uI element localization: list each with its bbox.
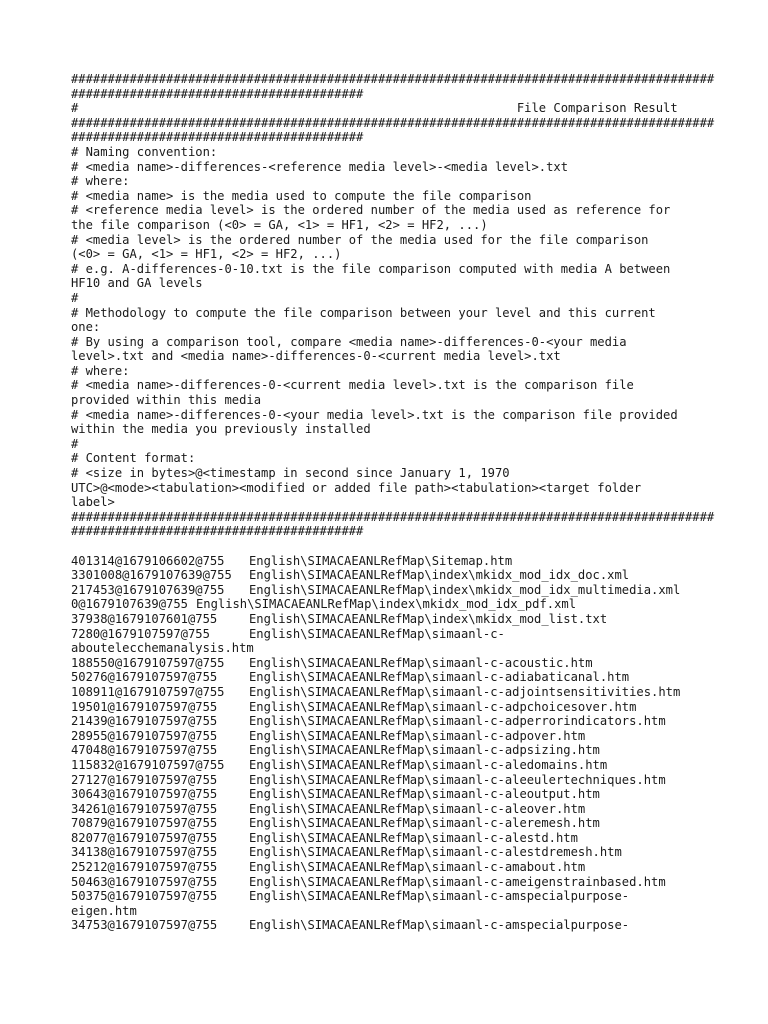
entry-file-path: English\SIMACAEANLRefMap\simaanl-c-acoustic.htm: [249, 655, 593, 670]
entry-file-path: English\SIMACAEANLRefMap\simaanl-c-ameigenstrainbased.htm: [249, 874, 666, 889]
entry-file-path: English\SIMACAEANLRefMap\simaanl-c-adpsizing.htm: [249, 743, 600, 758]
entry-size-timestamp: 34753@1679107597@755: [71, 918, 218, 933]
header-line: within the media you previously installed: [71, 422, 371, 437]
entry-size-timestamp: 25212@1679107597@755: [71, 860, 218, 875]
entry-file-path: English\SIMACAEANLRefMap\simaanl-c-aleover.htm: [249, 801, 586, 816]
entry-size-timestamp: 70879@1679107597@755: [71, 816, 218, 831]
entry-file-path: English\SIMACAEANLRefMap\simaanl-c-aleremesh.htm: [249, 816, 600, 831]
entry-file-path: English\SIMACAEANLRefMap\index\mkidx_mod_list.txt: [249, 611, 608, 626]
header-line: # Methodology to compute the file comparison between your level and this current: [71, 305, 656, 320]
file-entry-row: [71, 568, 711, 583]
header-line: ########################################################################################: [71, 509, 715, 524]
header-line: ########################################: [71, 86, 364, 101]
entry-size-timestamp: 30643@1679107597@755: [71, 787, 218, 802]
entry-size-timestamp: 188550@1679107597@755: [71, 655, 225, 670]
header-line: #: [71, 290, 79, 305]
header-line: ########################################################################################: [71, 72, 715, 86]
entry-file-path: English\SIMACAEANLRefMap\simaanl-c-amspecialpurpose-: [249, 889, 630, 904]
header-line: # <media name>-differences-0-<current media level>.txt is the comparison file: [71, 378, 634, 393]
entry-file-path: English\SIMACAEANLRefMap\simaanl-c-aledomains.htm: [249, 757, 608, 772]
entry-path-continuation: eigen.htm: [71, 903, 137, 918]
entry-file-path: English\SIMACAEANLRefMap\simaanl-c-adjointsensitivities.htm: [249, 684, 681, 699]
entry-size-timestamp: 82077@1679107597@755: [71, 830, 218, 845]
header-line: # By using a comparison tool, compare <media name>-differences-0-<your media: [71, 334, 627, 349]
file-entry-row: [71, 773, 711, 788]
file-entry-row: [71, 860, 711, 875]
file-entry-row: [71, 787, 711, 802]
entry-size-timestamp: 50463@1679107597@755: [71, 874, 218, 889]
entry-size-timestamp: 37938@1679107601@755: [71, 611, 218, 626]
entry-size-timestamp: 21439@1679107597@755: [71, 714, 218, 729]
header-line: # where:: [71, 174, 130, 189]
header-line: the file comparison (<0> = GA, <1> = HF1, <2> = HF2, ...): [71, 217, 488, 232]
header-line: # <size in bytes>@<timestamp in second since January 1, 1970: [71, 466, 510, 481]
entry-file-path: English\SIMACAEANLRefMap\Sitemap.htm: [249, 553, 513, 568]
entry-size-timestamp: 3301008@1679107639@755: [71, 568, 232, 583]
entry-file-path: English\SIMACAEANLRefMap\simaanl-c-adiabaticanal.htm: [249, 670, 630, 685]
file-entry-row: [71, 554, 711, 569]
entry-size-timestamp: 34138@1679107597@755: [71, 845, 218, 860]
file-entry-row: [71, 875, 711, 890]
header-line: ########################################: [71, 524, 364, 539]
entry-file-path: English\SIMACAEANLRefMap\simaanl-c-aleoutput.htm: [249, 787, 600, 802]
entry-size-timestamp: 27127@1679107597@755: [71, 772, 218, 787]
header-line: UTC>@<mode><tabulation><modified or added file path><tabulation><target folder: [71, 480, 642, 495]
entry-size-timestamp: 47048@1679107597@755: [71, 743, 218, 758]
file-entry-row: [71, 889, 711, 904]
file-entry-row: [71, 670, 711, 685]
entry-file-path: English\SIMACAEANLRefMap\simaanl-c-alestdremesh.htm: [249, 845, 622, 860]
header-line: (<0> = GA, <1> = HF1, <2> = HF2, ...): [71, 247, 342, 262]
blank-line: [71, 539, 711, 554]
file-entry-row: [71, 831, 711, 846]
entry-size-timestamp: 115832@1679107597@755: [71, 757, 225, 772]
header-line: # Naming convention:: [71, 144, 218, 159]
file-entry-row: [71, 845, 711, 860]
file-entry-row: [71, 685, 711, 700]
entry-path-continuation: aboutelecchemanalysis.htm: [71, 641, 254, 656]
header-line: # where:: [71, 363, 130, 378]
header-line: # File Comparison Result: [71, 101, 678, 116]
file-entry-row: [71, 627, 711, 642]
entry-file-path: English\SIMACAEANLRefMap\simaanl-c-amspecialpurpose-: [249, 918, 630, 933]
file-entry-row: [71, 743, 711, 758]
entry-file-path: English\SIMACAEANLRefMap\simaanl-c-adpover.htm: [249, 728, 586, 743]
entry-file-path: English\SIMACAEANLRefMap\simaanl-c-: [249, 626, 505, 641]
entry-file-path: English\SIMACAEANLRefMap\index\mkidx_mod_idx_doc.xml: [249, 568, 630, 583]
header-line: # Content format:: [71, 451, 196, 466]
header-line: #: [71, 436, 79, 451]
entry-size-timestamp: 401314@1679106602@755: [71, 553, 225, 568]
document-page: [71, 72, 715, 933]
file-header: [71, 72, 715, 539]
entry-file-path: English\SIMACAEANLRefMap\index\mkidx_mod_idx_multimedia.xml: [249, 582, 681, 597]
header-line: # <media name>-differences-<reference media level>-<media level>.txt: [71, 159, 569, 174]
file-entry-row: [71, 700, 711, 715]
entry-size-timestamp: 34261@1679107597@755: [71, 801, 218, 816]
header-line: # <media name> is the media used to compute the file comparison: [71, 188, 532, 203]
file-entry-row: [71, 816, 711, 831]
header-line: HF10 and GA levels: [71, 276, 203, 291]
entry-size-timestamp: 0@1679107639@755: [71, 597, 188, 612]
file-entry-row: [71, 729, 711, 744]
entry-size-timestamp: 7280@1679107597@755: [71, 626, 210, 641]
header-line: provided within this media: [71, 393, 262, 408]
entry-size-timestamp: 108911@1679107597@755: [71, 684, 225, 699]
entry-size-timestamp: 19501@1679107597@755: [71, 699, 218, 714]
file-entry-row: [71, 656, 711, 671]
header-line: # <media level> is the ordered number of the media used for the file comparison: [71, 232, 649, 247]
file-entry-row: [71, 583, 711, 598]
file-entry-row: [71, 597, 711, 612]
file-entries: [71, 554, 711, 933]
header-line: ########################################################################################: [71, 115, 715, 130]
header-line: label>: [71, 495, 115, 510]
entry-size-timestamp: 50276@1679107597@755: [71, 670, 218, 685]
entry-size-timestamp: 50375@1679107597@755: [71, 889, 218, 904]
entry-file-path: English\SIMACAEANLRefMap\index\mkidx_mod_idx_pdf.xml: [195, 597, 577, 612]
file-entry-row: [71, 612, 711, 627]
file-entry-row: [71, 758, 711, 773]
file-entry-row: [71, 918, 711, 933]
header-line: # e.g. A-differences-0-10.txt is the file comparison computed with media A between: [71, 261, 671, 276]
header-line: ########################################: [71, 130, 364, 145]
entry-size-timestamp: 28955@1679107597@755: [71, 728, 218, 743]
header-line: # <reference media level> is the ordered number of the media used as reference for: [71, 203, 671, 218]
header-line: # <media name>-differences-0-<your media level>.txt is the comparison file provided: [71, 407, 678, 422]
entry-size-timestamp: 217453@1679107639@755: [71, 582, 225, 597]
entry-file-path: English\SIMACAEANLRefMap\simaanl-c-amabout.htm: [249, 860, 586, 875]
entry-file-path: English\SIMACAEANLRefMap\simaanl-c-adpchoicesover.htm: [249, 699, 637, 714]
file-entry-row: [71, 714, 711, 729]
header-line: level>.txt and <media name>-differences-0-<current media level>.txt: [71, 349, 561, 364]
entry-file-path: English\SIMACAEANLRefMap\simaanl-c-adperrorindicators.htm: [249, 714, 666, 729]
header-line: one:: [71, 320, 101, 335]
entry-file-path: English\SIMACAEANLRefMap\simaanl-c-aleeulertechniques.htm: [249, 772, 666, 787]
entry-file-path: English\SIMACAEANLRefMap\simaanl-c-alestd.htm: [249, 830, 578, 845]
file-entry-row: [71, 802, 711, 817]
